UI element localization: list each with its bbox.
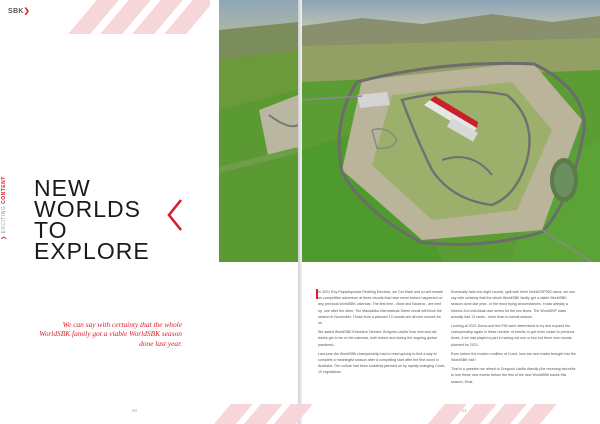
paragraph: We asked WorldSBK Executive Director Gregorio Lavilla 'how new and old tracks get to be on the calendar, both before and during the ongoing global pandemic.	[318, 330, 437, 347]
chevron-left-icon	[166, 198, 184, 232]
section-label: ❯ EXCITING CONTENT	[1, 176, 7, 240]
paragraph: Last year the WorldSBK championship had to react quickly to find a way to complete a meaningful season after a compelling start after the first round in Australia. The culture had been suddenly jammed on by rapidly changing Covid-19 regulations.	[318, 351, 446, 375]
page-number-right: 51	[462, 408, 468, 413]
headline-line: TO	[34, 217, 68, 243]
circuit-aerial-photo	[302, 0, 600, 262]
paragraph: Even before the modern realities of Covid, how are new tracks brought into the WorldSBK fold?	[451, 351, 577, 363]
page-number-left: 50	[132, 408, 138, 413]
left-page	[0, 0, 298, 424]
paragraph: Eventually held one eight rounds, split with three WorldSSP300 races, we can say with certainty that the whole WorldSBK family got a viable WorldSBK season done last year - in the most trying circumstances. It was already a historic 2nd individual race series for the two times. The WorldSSP class actually had 13 races - more than a normal season.	[451, 290, 575, 319]
decorative-stripes	[414, 404, 564, 424]
body-column-1	[318, 289, 446, 379]
body-column-2	[451, 289, 579, 388]
pull-quote: We can say with certainty that the whole WorldSBK family got a viable WorldSBK season done last year.	[39, 320, 182, 348]
headline	[34, 175, 164, 264]
headline-line: WORLDS	[34, 196, 141, 222]
headline-line: NEW	[34, 175, 91, 201]
circuit-aerial-photo-left	[219, 0, 298, 262]
paragraph: That is a question we aimed to Gregorio Lavilla directly (the returning favourite to lure these new events before the first of the new WorldSBK tracks this season, Most.	[451, 367, 576, 384]
right-page	[302, 0, 600, 424]
decorative-stripes	[200, 404, 350, 424]
decorative-stripes	[60, 0, 210, 34]
paragraph: Looking at 2021 Dorna and the FIM were determined to try and expand the championship again in these number of events, to get even closer to previous times, it we had played a part in having not one or two but three new rounds planned for 2021.	[451, 324, 575, 347]
paragraph: In 2021 Roy Papadopoulos Redding Electrics, we Our Mark and cu will remark an competitive adventure at three circuits that have never before happened on any previous WorldSBK calendar. The first time - Most and Navarra - are next up, one after the other. The Mandalika International Street circuit will finish the season in November. Those from a planned 13 rounds are all new venues for us.	[318, 290, 443, 326]
headline-line: EXPLORE	[34, 238, 150, 264]
sbk-logo: SBK❯	[8, 8, 30, 15]
